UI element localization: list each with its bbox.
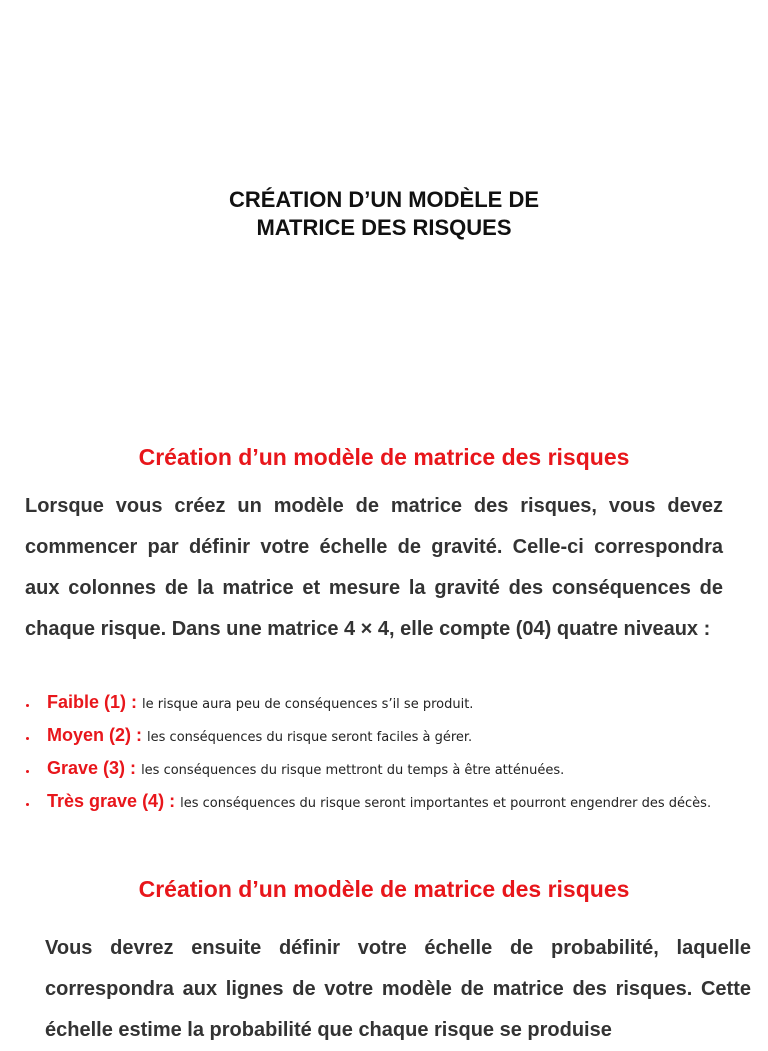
level-term: Moyen (2) : (47, 725, 143, 745)
probability-scale-paragraph: Vous devrez ensuite définir votre échelle de probabilité, laquelle correspondra aux lignes de votre modèle de matrice des risques. Cette échelle estime la probabilité que chaque risque se produise (45, 937, 751, 1041)
severity-levels-list (22, 690, 762, 822)
level-description: les conséquences du risque seront faciles à gérer. (147, 730, 473, 745)
section-heading-probability: Création d’un modèle de matrice des risques (138, 876, 630, 902)
section-heading-severity: Création d’un modèle de matrice des risques (138, 444, 630, 470)
bullet-icon (26, 770, 29, 773)
document-title-line-1: CRÉATION D’UN MODÈLE DE (228, 187, 540, 212)
level-term: Faible (1) : (47, 692, 138, 712)
level-term: Grave (3) : (47, 758, 137, 778)
level-term: Très grave (4) : (47, 791, 176, 811)
document-title-line-2: MATRICE DES RISQUES (256, 215, 512, 240)
document-title (0, 186, 768, 242)
list-item-level-2 (22, 723, 762, 756)
list-item-level-1 (22, 690, 762, 723)
level-description: le risque aura peu de conséquences s’il se produit. (142, 697, 474, 712)
list-item-level-4 (22, 789, 762, 822)
level-description: les conséquences du risque seront importantes et pourront engendrer des décès. (180, 796, 712, 811)
level-description: les conséquences du risque mettront du temps à être atténuées. (141, 763, 565, 778)
bullet-icon (26, 704, 29, 707)
bullet-icon (26, 803, 29, 806)
severity-scale-paragraph: Lorsque vous créez un modèle de matrice des risques, vous devez commencer par définir votre échelle de gravité. Celle-ci correspondra aux colonnes de la matrice et mesure la gravité des conséquences de chaque risque. Dans une matrice 4 × 4, elle compte (04) quatre niveaux : (25, 495, 723, 640)
list-item-level-3 (22, 756, 762, 789)
bullet-icon (26, 737, 29, 740)
